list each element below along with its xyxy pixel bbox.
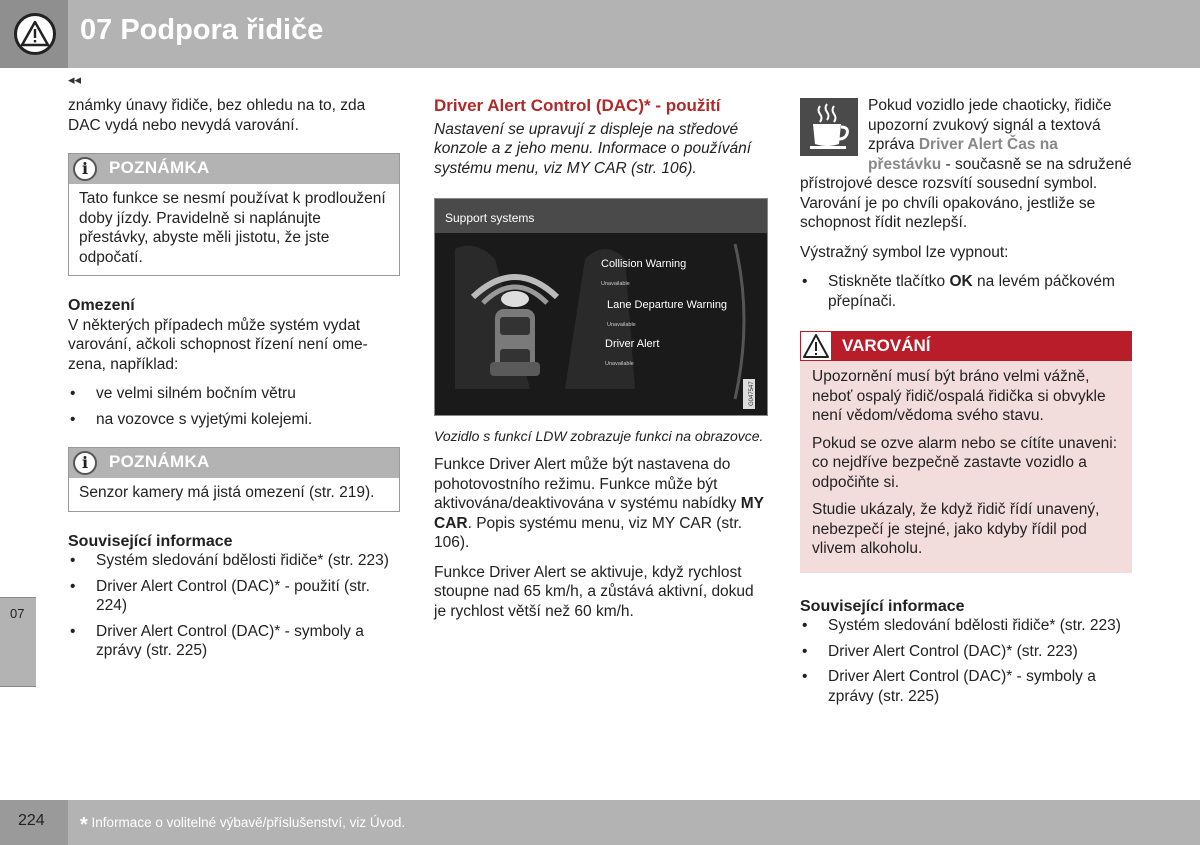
warning-header bbox=[800, 331, 1132, 361]
note-title: POZNÁMKA bbox=[109, 452, 210, 471]
coffee-cup-icon bbox=[800, 98, 858, 156]
list-item: • na vozovce s vyjetými kolejemi. bbox=[68, 410, 400, 430]
column-2 bbox=[434, 96, 768, 631]
header-icon-box bbox=[0, 0, 68, 68]
warning-body bbox=[800, 361, 1132, 573]
screen-header: Support systems bbox=[435, 199, 768, 233]
page-title: 07 Podpora řidiče bbox=[80, 14, 324, 46]
section-title: Driver Alert Control (DAC)* - použití bbox=[434, 96, 721, 115]
related-heading: Související informace bbox=[800, 597, 965, 615]
screen-item-lane: Lane Departure Warning Unavailable bbox=[607, 299, 728, 328]
info-icon: i bbox=[73, 451, 97, 475]
note-title: POZNÁMKA bbox=[109, 158, 210, 177]
related-link[interactable]: • Driver Alert Control (DAC)* (str. 223) bbox=[800, 642, 1132, 662]
page-footer bbox=[0, 800, 1200, 845]
paragraph: Výstražný symbol lze vypnout: bbox=[800, 243, 1009, 261]
note-header bbox=[69, 154, 399, 184]
image-code: G047547 bbox=[743, 379, 755, 409]
related-link[interactable]: • Systém sledování bdělosti řidiče* (str. 223) bbox=[800, 616, 1132, 636]
paragraph: Funkce Driver Alert může být nastavena do pohotovostního režimu. Funkce může být aktivována/deaktivována v systému nabídky MY CAR. Popis systému menu, viz MY CAR (str. 106). bbox=[434, 456, 764, 551]
note-header bbox=[69, 448, 399, 478]
warning-icon bbox=[800, 331, 832, 361]
list-item: • Stiskněte tlačítko OK na levém páčkovém přepínači. bbox=[800, 272, 1132, 311]
list-item: • ve velmi silném bočním větru bbox=[68, 384, 400, 404]
page-number: 224 bbox=[0, 800, 68, 845]
column-1 bbox=[68, 96, 400, 667]
column-3 bbox=[800, 96, 1132, 712]
note-box-2 bbox=[68, 447, 400, 512]
instruction-list bbox=[800, 272, 1132, 311]
chapter-tab bbox=[0, 597, 36, 687]
image-caption: Vozidlo s funkcí LDW zobrazuje funkci na obrazovce. bbox=[434, 428, 764, 444]
section-intro: Nastavení se upravují z displeje na středové konzole a z jeho menu. Informace o používání systému menu, viz MY CAR (str. 106). bbox=[434, 120, 752, 177]
back-nav-icon[interactable]: ◂◂ bbox=[68, 72, 82, 87]
related-link[interactable]: • Driver Alert Control (DAC)* - symboly a zprávy (str. 225) bbox=[800, 667, 1132, 706]
warning-title: VAROVÁNÍ bbox=[842, 336, 931, 355]
display-screenshot bbox=[434, 198, 768, 416]
warning-paragraph: Upozornění musí být bráno velmi vážně, neboť ospalý řidič/ospalá řidička si obvykle není vědom/vědoma svého stavu. bbox=[812, 368, 1106, 424]
related-link[interactable]: • Driver Alert Control (DAC)* - symboly a zprávy (str. 225) bbox=[68, 622, 400, 661]
screen-item-driver-alert: Driver Alert Unavailable bbox=[605, 338, 660, 367]
info-icon: i bbox=[73, 157, 97, 181]
related-heading: Související informace bbox=[68, 532, 233, 550]
note-box-1 bbox=[68, 153, 400, 276]
related-link[interactable]: • Systém sledování bdělosti řidiče* (str. 223) bbox=[68, 551, 400, 571]
paragraph: Funkce Driver Alert se aktivuje, když rychlost stoupne nad 65 km/h, a zůstává aktivní, dokud je rychlost větší než 60 km/h. bbox=[434, 563, 754, 620]
intro-text: známky únavy řidiče, bez ohledu na to, zda DAC vydá nebo nevydá varování. bbox=[68, 97, 366, 134]
note-body: Senzor kamery má jistá omezení (str. 219). bbox=[79, 484, 375, 501]
related-list bbox=[800, 616, 1132, 706]
related-link[interactable]: • Driver Alert Control (DAC)* - použití (str. 224) bbox=[68, 577, 400, 616]
warning-paragraph: Pokud se ozve alarm nebo se cítíte unaveni: co nejdříve bezpečně zastavte vozidlo a odpočiňte si. bbox=[812, 434, 1118, 491]
paragraph: Pokud vozidlo jede chaoticky, řidiče upozorní zvukový signál a textová zpráva Driver Alert Čas na přestávku - současně se na sdružené přístrojové desce rozsvítí sousední symbol. Varování je po chvíli opakováno, jestliže se schopnost řídit nezlepší. bbox=[800, 97, 1132, 231]
warning-triangle-icon bbox=[14, 13, 56, 55]
warning-box bbox=[800, 331, 1132, 573]
related-list bbox=[68, 551, 400, 661]
note-body: Tato funkce se nesmí používat k prodloužení doby jízdy. Pravidelně si naplánujte přestávky, abyste měli jistotu, že jste odpočatí. bbox=[79, 190, 386, 266]
limits-list bbox=[68, 384, 400, 429]
footer-note: * Informace o volitelné výbavě/příslušenství, viz Úvod. bbox=[80, 814, 406, 836]
chapter-number: 07 bbox=[10, 606, 25, 621]
limits-heading: Omezení bbox=[68, 297, 135, 314]
message-link: Driver Alert Čas na přestávku bbox=[868, 136, 1058, 173]
limits-text: V některých případech může systém vydat varování, ačkoli schopnost řízení není omezena, například: bbox=[68, 316, 368, 373]
warning-paragraph: Studie ukázaly, že když řidič řídí unavený, nebezpečí je stejné, jako kdyby řídil pod vlivem alkoholu. bbox=[812, 501, 1100, 557]
page-header bbox=[0, 0, 1200, 68]
screen-item-collision: Collision Warning Unavailable bbox=[601, 258, 687, 287]
